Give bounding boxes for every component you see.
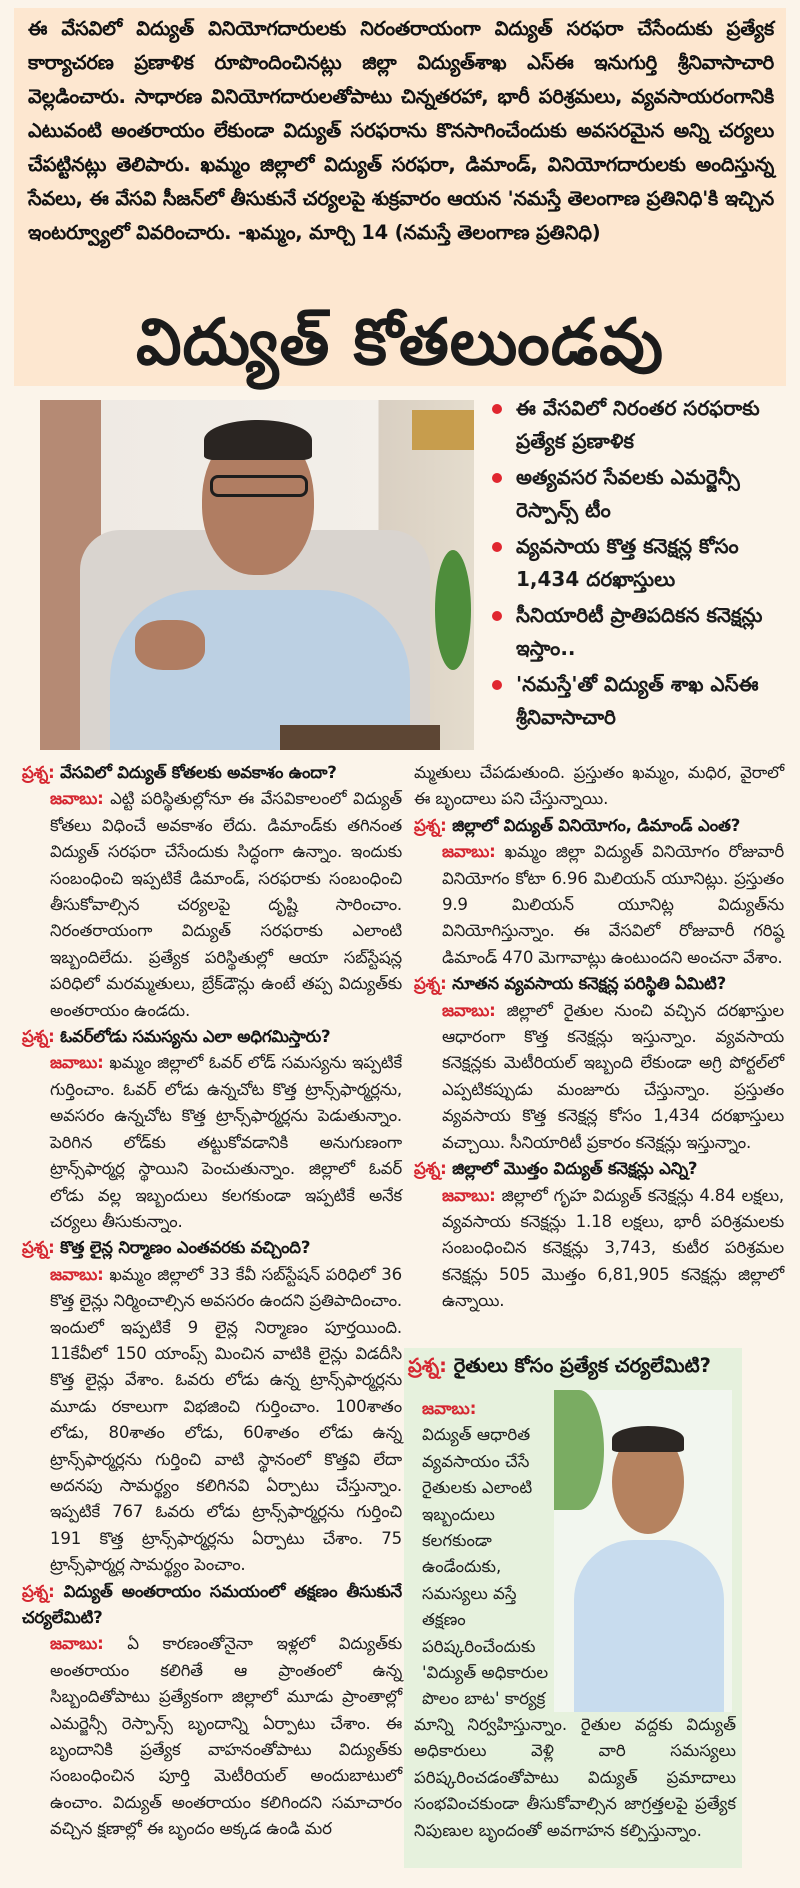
answer-text: జిల్లాలో రైతుల నుంచి వచ్చిన దరఖాస్తుల ఆధారంగా కొత్త కనెక్షన్లు ఇస్తున్నాం. వ్యవసాయ కనెక్షన్లకు మెటీరియల్ ఇబ్బంది లేకుండా అగ్రి పోర్టల్‌లో ఎప్పటికప్పుడు మంజూరు చేస్తున్నాం. ప్రస్తుతం వ్యవసాయ కొత్త కనెక్షన్ల కోసం 1,434 దరఖాస్తులు వచ్చాయి. సీనియారిటీ ప్రకారం కనెక్షన్లు ఇస్తున్నాం. [442, 1000, 784, 1152]
question-1 [22, 760, 402, 786]
bullet-text: 'నమస్తే'తో విద్యుత్ శాఖ ఎస్‌ఈ శ్రీనివాసాచారి [516, 672, 759, 729]
answer-5 [414, 839, 784, 971]
question-text: రైతులు కోసం ప్రత్యేక చర్యలేమిటి? [446, 1354, 711, 1377]
answer-label: జవాబు: [50, 1053, 104, 1073]
question-label: ప్రశ్న: [22, 763, 55, 782]
question-text: వేసవిలో విద్యుత్ కోతలకు అవకాశం ఉందా? [54, 763, 337, 782]
question-label: ప్రశ్న: [414, 1159, 447, 1179]
farmers-answer-tail: మాన్ని నిర్వహిస్తున్నాం. రైతుల వద్దకు విద్యుత్ అధికారులు వెళ్లి వారి సమస్యలు పరిష్కరించడంతోపాటు విద్యుత్ ప్రమాదాలు సంభవించకుండా తీసుకోవాల్సిన జాగ్రత్తలపై ప్రత్యేక నిపుణుల బృందంతో అవగాహన కల్పిస్తున్నాం. [414, 1715, 736, 1840]
answer-label: జవాబు: [50, 1264, 104, 1284]
question-text: ఓవర్‌లోడు సమస్యను ఎలా అధిగమిస్తారు? [54, 1027, 331, 1047]
bullet-dot-icon [492, 680, 502, 690]
se-portrait-photo [554, 1390, 732, 1712]
intro-box [14, 8, 786, 302]
bullet-dot-icon [492, 473, 502, 483]
question-2 [22, 1024, 402, 1050]
question-label: ప్రశ్న: [414, 974, 447, 994]
answer-7 [414, 1183, 784, 1315]
bullet-text: ఈ వేసవిలో నిరంతర సరఫరాకు ప్రత్యేక ప్రణాళిక [516, 396, 760, 453]
continued-text: మ్మతులు చేపడుతుంది. ప్రస్తుతం ఖమ్మం, మధిర, వైరాలో ఈ బృందాలు పని చేస్తున్నాయి. [414, 763, 784, 809]
answer-text: ఖమ్మం జిల్లాలో ఓవర్ లోడ్ సమస్యను ఇప్పటికే గుర్తించాం. ఓవర్ లోడు ఉన్నచోట కొత్త ట్రాన్స్‌ఫార్మర్లను, అవసరం ఉన్నచోట కొత్త ట్రాన్స్‌ఫార్మర్లను పెడుతున్నాం. పెరిగిన లోడ్‌కు తట్టుకోవడానికి అనుగుణంగా ట్రాన్స్‌ఫార్మర్ల స్థాయిని పెంచుతున్నాం. జిల్లాలో ఓవర్ లోడు వల్ల ఇబ్బందులు కలగకుండా ఇప్పటికే అనేక చర్యలు తీసుకున్నాం. [50, 1053, 402, 1231]
intro-paragraph [28, 12, 774, 250]
answer-text: విద్యుత్ ఆధారిత వ్యవసాయం చేసే రైతులకు ఎలాంటి ఇబ్బందులు కలగకుండా ఉండేందుకు, సమస్యలు వస్తే తక్షణం పరిష్కరించేందుకు 'విద్యుత్ అధికారుల పొలం బాట' కార్యక్ర [422, 1425, 549, 1709]
question-4 [22, 1579, 402, 1632]
farmers-question [408, 1352, 738, 1380]
answer-3 [22, 1262, 402, 1579]
question-text: జిల్లాలో విద్యుత్ వినియోగం, డిమాండ్ ఎంత? [446, 815, 741, 835]
bullet-text: వ్యవసాయ కొత్త కనెక్షన్ల కోసం 1,434 దరఖాస్తులు [516, 534, 739, 591]
answer-4 [22, 1631, 402, 1842]
bullet-item [490, 668, 780, 734]
answer-label: జవాబు: [442, 842, 496, 862]
question-text: విద్యుత్ అంతరాయం సమయంలో తక్షణం తీసుకునే చర్యలేమిటి? [22, 1581, 402, 1627]
photo-glasses [210, 475, 308, 497]
farmers-answer-side [422, 1396, 552, 1713]
question-6 [414, 971, 784, 997]
photo-hair [612, 1426, 684, 1452]
bullet-item [490, 599, 780, 665]
photo-shelf [412, 410, 474, 450]
answer-label: జవాబు: [50, 1634, 104, 1654]
question-text: జిల్లాలో మొత్తం విద్యుత్ కనెక్షన్లు ఎన్ని? [446, 1159, 698, 1179]
bullet-item [490, 461, 780, 527]
left-column [22, 760, 402, 1843]
answer-label: జవాబు: [442, 1000, 496, 1020]
question-3 [22, 1235, 402, 1261]
answer-text: ఎట్టి పరిస్థితుల్లోనూ ఈ వేసవికాలంలో విద్యుత్ కోతలు విధించే అవకాశం లేదు. డిమాండ్‌కు తగినంత విద్యుత్ సరఫరా చేసేందుకు సిద్ధంగా ఉన్నాం. ఇందుకు సంబంధించి ఇప్పటికే డిమాండ్, సరఫరాకు సంబంధించి తీసుకోవాల్సిన చర్యలపై దృష్టి సారించాం. నిరంతరాయంగా విద్యుత్ సరఫరాకు ఎలాంటి ఇబ్బందిలేదు. ప్రత్యేక పరిస్థితుల్లో ఆయా సబ్‌స్టేషన్ల పరిధిలో మరమ్మతులు, బ్రేక్‌డౌన్లు ఉంటే తప్ప విద్యుత్‌కు అంతరాయం ఉండదు. [50, 789, 402, 1020]
question-7 [414, 1156, 784, 1182]
photo-plant [435, 550, 471, 670]
question-text: నూతన వ్యవసాయ కనెక్షన్ల పరిస్థితి ఏమిటి? [446, 974, 727, 994]
answer-text: ఖమ్మం జిల్లాలో 33 కేవీ సబ్‌స్టేషన్ పరిధిలో 36 కొత్త లైన్లు నిర్మించాల్సిన అవసరం ఉందని ప్రతిపాదించాం. ఇందులో ఇప్పటికే 9 లైన్ల నిర్మాణం పూర్తయింది. 11కేవీలో 150 యాంప్స్ మించిన వాటికి లైన్లు విడదీసి కొత్త లైన్లు వేశాం. ఓవరు లోడు ఉన్న ట్రాన్స్‌ఫార్మర్లను మూడు రకాలుగా విభజించి గుర్తించాం. 100శాతం లోడు, 80శాతం లోడు, 60శాతం లోడు ఉన్న ట్రాన్స్‌ఫార్మర్లను గుర్తించి వాటి స్థానంలో కొత్తవి లేదా అదనపు సామర్థ్యం కలిగినవి ఏర్పాటు చేస్తున్నాం. ఇప్పటికే 767 ఓవరు లోడు ట్రాన్స్‌ఫార్మర్లను గుర్తించి 191 కొత్త ట్రాన్స్‌ఫార్మర్లను ఏర్పాటు చేశాం. 75 ట్రాన్స్‌ఫార్మర్ల సామర్థ్యం పెంచాం. [50, 1264, 402, 1575]
question-label: ప్రశ్న: [22, 1238, 55, 1258]
bullet-text: అత్యవసర సేవలకు ఎమర్జెన్సీ రెస్పాన్స్ టీం [516, 465, 740, 522]
bullet-text: సీనియారిటీ ప్రాతిపదికన కనెక్షన్లు ఇస్తాం.. [516, 603, 763, 660]
answer-1 [22, 786, 402, 1024]
question-label: ప్రశ్న: [408, 1354, 447, 1377]
photo-shirt [574, 1540, 724, 1712]
answer-6 [414, 998, 784, 1156]
answer-label: జవాబు: [50, 789, 104, 809]
bullet-dot-icon [492, 542, 502, 552]
right-column [414, 760, 784, 1315]
answer-label: జవాబు: [442, 1185, 496, 1205]
question-label: ప్రశ్న: [22, 1027, 55, 1047]
dateline: -ఖమ్మం, మార్చి 14 (నమస్తే తెలంగాణ ప్రతినిధి) [231, 221, 601, 244]
highlight-bullets [490, 392, 780, 737]
bullet-dot-icon [492, 611, 502, 621]
photo-leaf [554, 1390, 604, 1510]
photo-hair [204, 420, 312, 460]
question-label: ప్రశ్న: [414, 815, 447, 835]
main-photo [40, 400, 474, 750]
answer-text: ఖమ్మం జిల్లా విద్యుత్ వినియోగం రోజువారీ వినియోగం కోటా 6.96 మిలియన్ యూనిట్లు. ప్రస్తుతం 9.9 మిలియన్ యూనిట్ల విద్యుత్‌ను వినియోగిస్తున్నాం. ఈ వేసవిలో రోజువారీ గరిష్ఠ డిమాండ్ 470 మెగావాట్లు ఉంటుందని అంచనా వేశాం. [442, 842, 784, 967]
answer-text: ఏ కారణంతోనైనా ఇళ్లలో విద్యుత్‌కు అంతరాయం కలిగితే ఆ ప్రాంతంలో ఉన్న సిబ్బందితోపాటు ప్రత్యేకంగా జిల్లాలో మూడు ప్రాంతాల్లో ఎమర్జెన్సీ రెస్పాన్స్ బృందాన్ని ఏర్పాటు చేశాం. ఈ బృందానికి ప్రత్యేక వాహనంతోపాటు విద్యుత్‌కు సంబంధించిన పూర్తి మెటీరియల్ అందుబాటులో ఉంచాం. విద్యుత్ అంతరాయం కలిగిందని సమాచారం వచ్చిన క్షణాల్లో ఈ బృందం అక్కడ ఉండి మర [50, 1634, 402, 1839]
bullet-item [490, 530, 780, 596]
answer-text: జిల్లాలో గృహ విద్యుత్ కనెక్షన్లు 4.84 లక్షలు, వ్యవసాయ కనెక్షన్లు 1.18 లక్షలు, భారీ పరిశ్రమలకు సంబంధించిన కనెక్షన్లు 3,743, కుటీర పరిశ్రమల కనెక్షన్లు 505 మొత్తం 6,81,905 కనెక్షన్లు జిల్లాలో ఉన్నాయి. [442, 1185, 784, 1311]
answer-2 [22, 1050, 402, 1235]
question-5 [414, 813, 784, 839]
photo-hand [135, 620, 205, 670]
bullet-dot-icon [492, 404, 502, 414]
answer-label: జవాబు: [422, 1399, 477, 1418]
bullet-item [490, 392, 780, 458]
question-label: ప్రశ్న: [22, 1581, 55, 1601]
question-text: కొత్త లైన్ల నిర్మాణం ఎంతవరకు వచ్చింది? [54, 1238, 311, 1258]
headline-box [14, 300, 786, 386]
headline: విద్యుత్ కోతలుండవు [136, 306, 664, 380]
photo-desk [280, 725, 440, 750]
intro-text: ఈ వేసవిలో విద్యుత్ వినియోగదారులకు నిరంతరాయంగా విద్యుత్ సరఫరా చేసేందుకు ప్రత్యేక కార్యాచరణ ప్రణాళిక రూపొందించినట్లు జిల్లా విద్యుత్‌శాఖ ఎస్‌ఈ ఇనుగుర్తి శ్రీనివాసాచారి వెల్లడించారు. సాధారణ వినియోగదారులతోపాటు చిన్నతరహా, భారీ పరిశ్రమలు, వ్యవసాయరంగానికి ఎటువంటి అంతరాయం లేకుండా విద్యుత్ సరఫరాను కొనసాగించేందుకు అవసరమైన అన్ని చర్యలు చేపట్టినట్లు తెలిపారు. ఖమ్మం జిల్లాలో విద్యుత్ సరఫరా, డిమాండ్, వినియోగదారులకు అందిస్తున్న సేవలు, ఈ వేసవి సీజన్‌లో తీసుకునే చర్యలపై శుక్రవారం ఆయన 'నమస్తే తెలంగాణ ప్రతినిధి'కి ఇచ్చిన ఇంటర్వ్యూలో వివరించారు. [28, 17, 774, 244]
